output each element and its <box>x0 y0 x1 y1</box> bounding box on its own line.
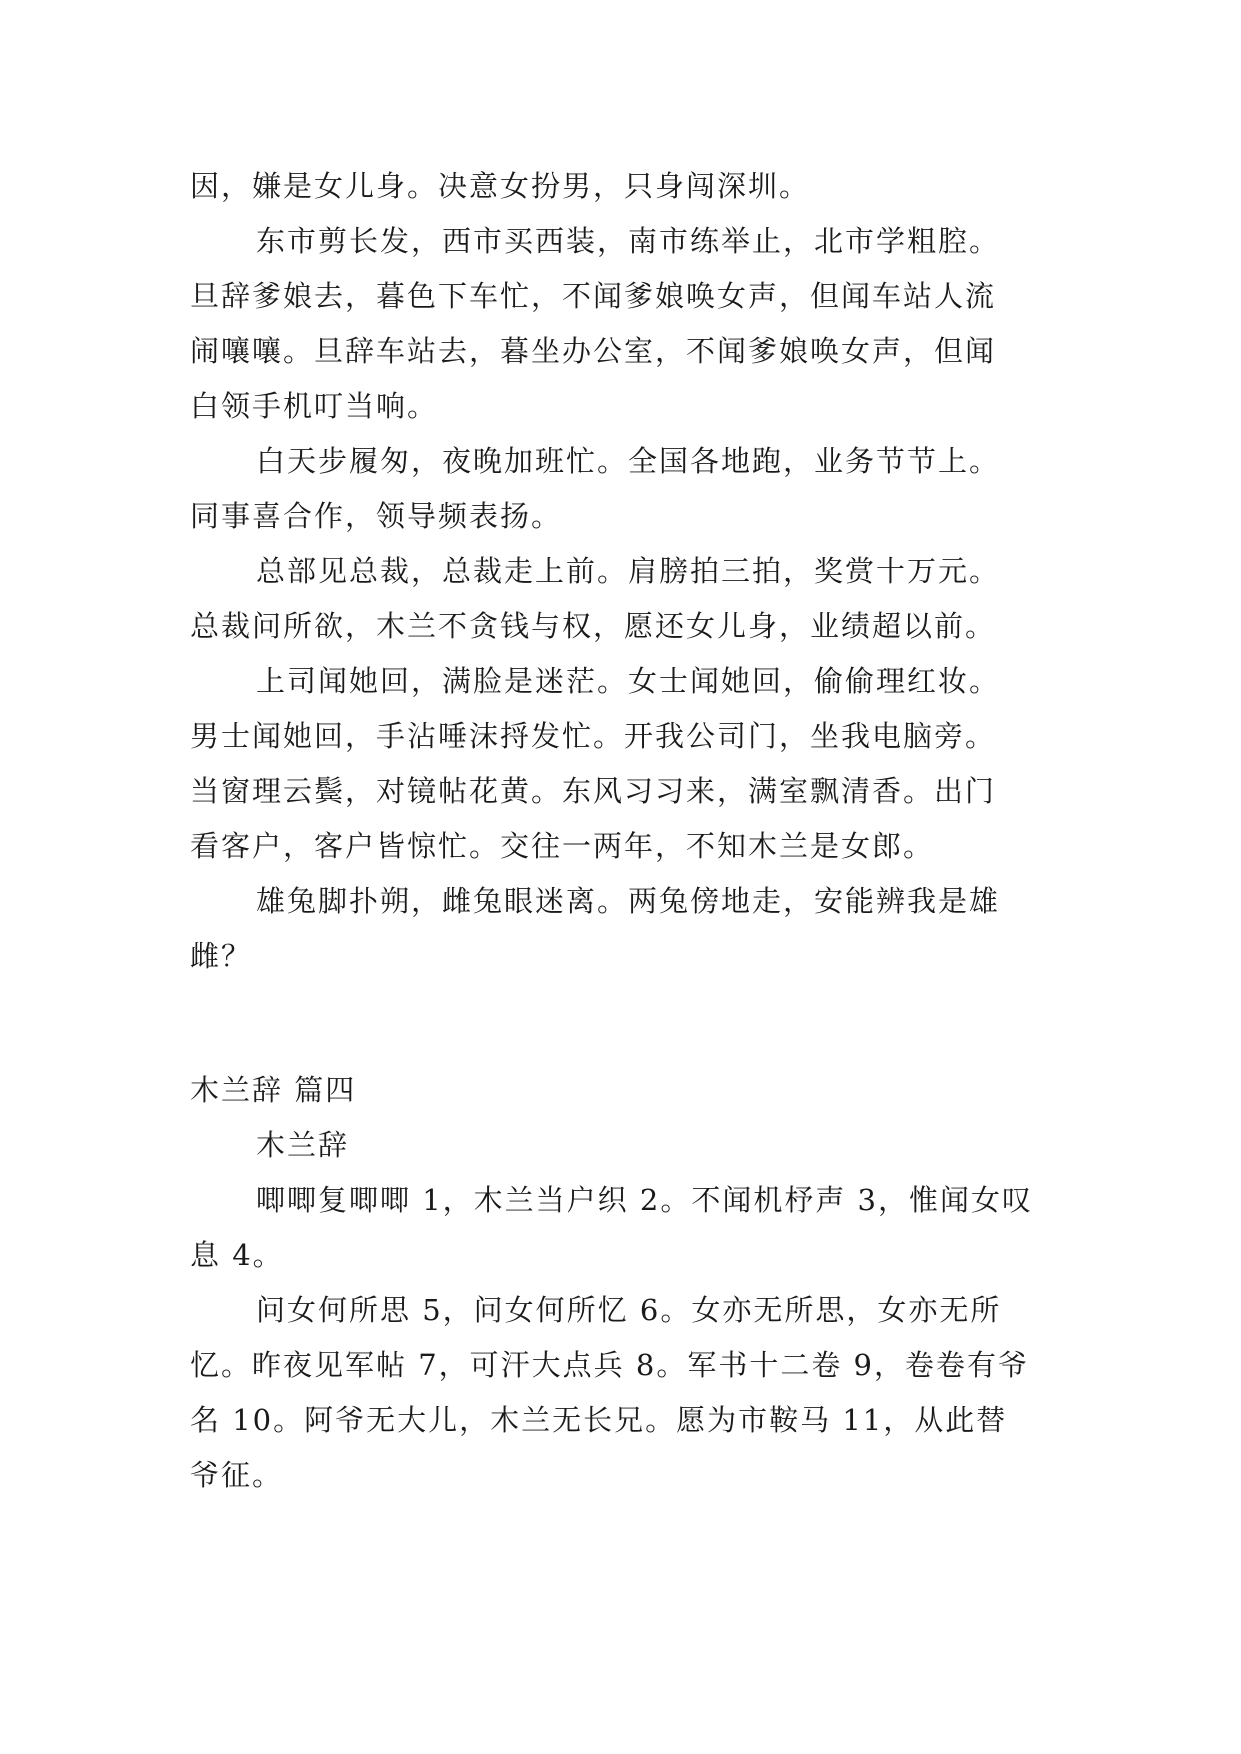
text-line: 爷征。 <box>190 1458 284 1492</box>
text-line: 白领手机叮当响。 <box>190 389 439 423</box>
text-line: 总裁问所欲，木兰不贪钱与权，愿还女儿身，业绩超以前。 <box>190 609 997 643</box>
text-line: 唧唧复唧唧 1，木兰当户织 2。不闻机杼声 3，惟闻女叹 <box>256 1183 1034 1217</box>
text-line: 雌？ <box>190 939 253 973</box>
text-line: 上司闻她回，满脸是迷茫。女士闻她回，偷偷理红妆。 <box>256 664 1001 698</box>
text-line: 问女何所思 5，问女何所忆 6。女亦无所思，女亦无所 <box>256 1293 1002 1327</box>
text-line: 因，嫌是女儿身。决意女扮男，只身闯深圳。 <box>190 169 811 203</box>
poem-title: 木兰辞 <box>256 1128 350 1162</box>
text-line: 同事喜合作，领导频表扬。 <box>190 499 563 533</box>
text-line: 雄兔脚扑朔，雌兔眼迷离。两兔傍地走，安能辨我是雄 <box>256 884 1001 918</box>
text-line: 男士闻她回，手沾唾沫捋发忙。开我公司门，坐我电脑旁。 <box>190 719 997 753</box>
section-heading: 木兰辞 篇四 <box>190 1073 357 1107</box>
text-line: 总部见总裁，总裁走上前。肩膀拍三拍，奖赏十万元。 <box>256 554 1001 588</box>
text-line: 白天步履匆，夜晚加班忙。全国各地跑，业务节节上。 <box>256 444 1001 478</box>
text-line: 名 10。阿爷无大儿，木兰无长兄。愿为市鞍马 11，从此替 <box>190 1403 1008 1437</box>
text-line: 旦辞爹娘去，暮色下车忙，不闻爹娘唤女声，但闻车站人流 <box>190 279 997 313</box>
text-line: 东市剪长发，西市买西装，南市练举止，北市学粗腔。 <box>256 224 1001 258</box>
section-four <box>190 1063 1070 1503</box>
text-line: 忆。昨夜见军帖 7，可汗大点兵 8。军书十二卷 9，卷卷有爷 <box>190 1348 1030 1382</box>
text-line: 息 4。 <box>190 1238 284 1272</box>
text-line: 看客户，客户皆惊忙。交往一两年，不知木兰是女郎。 <box>190 829 935 863</box>
text-line: 闹嚷嚷。旦辞车站去，暮坐办公室，不闻爹娘唤女声，但闻 <box>190 334 997 368</box>
text-line: 当窗理云鬓，对镜帖花黄。东风习习来，满室飘清香。出门 <box>190 774 997 808</box>
poem-continuation <box>190 159 1070 984</box>
